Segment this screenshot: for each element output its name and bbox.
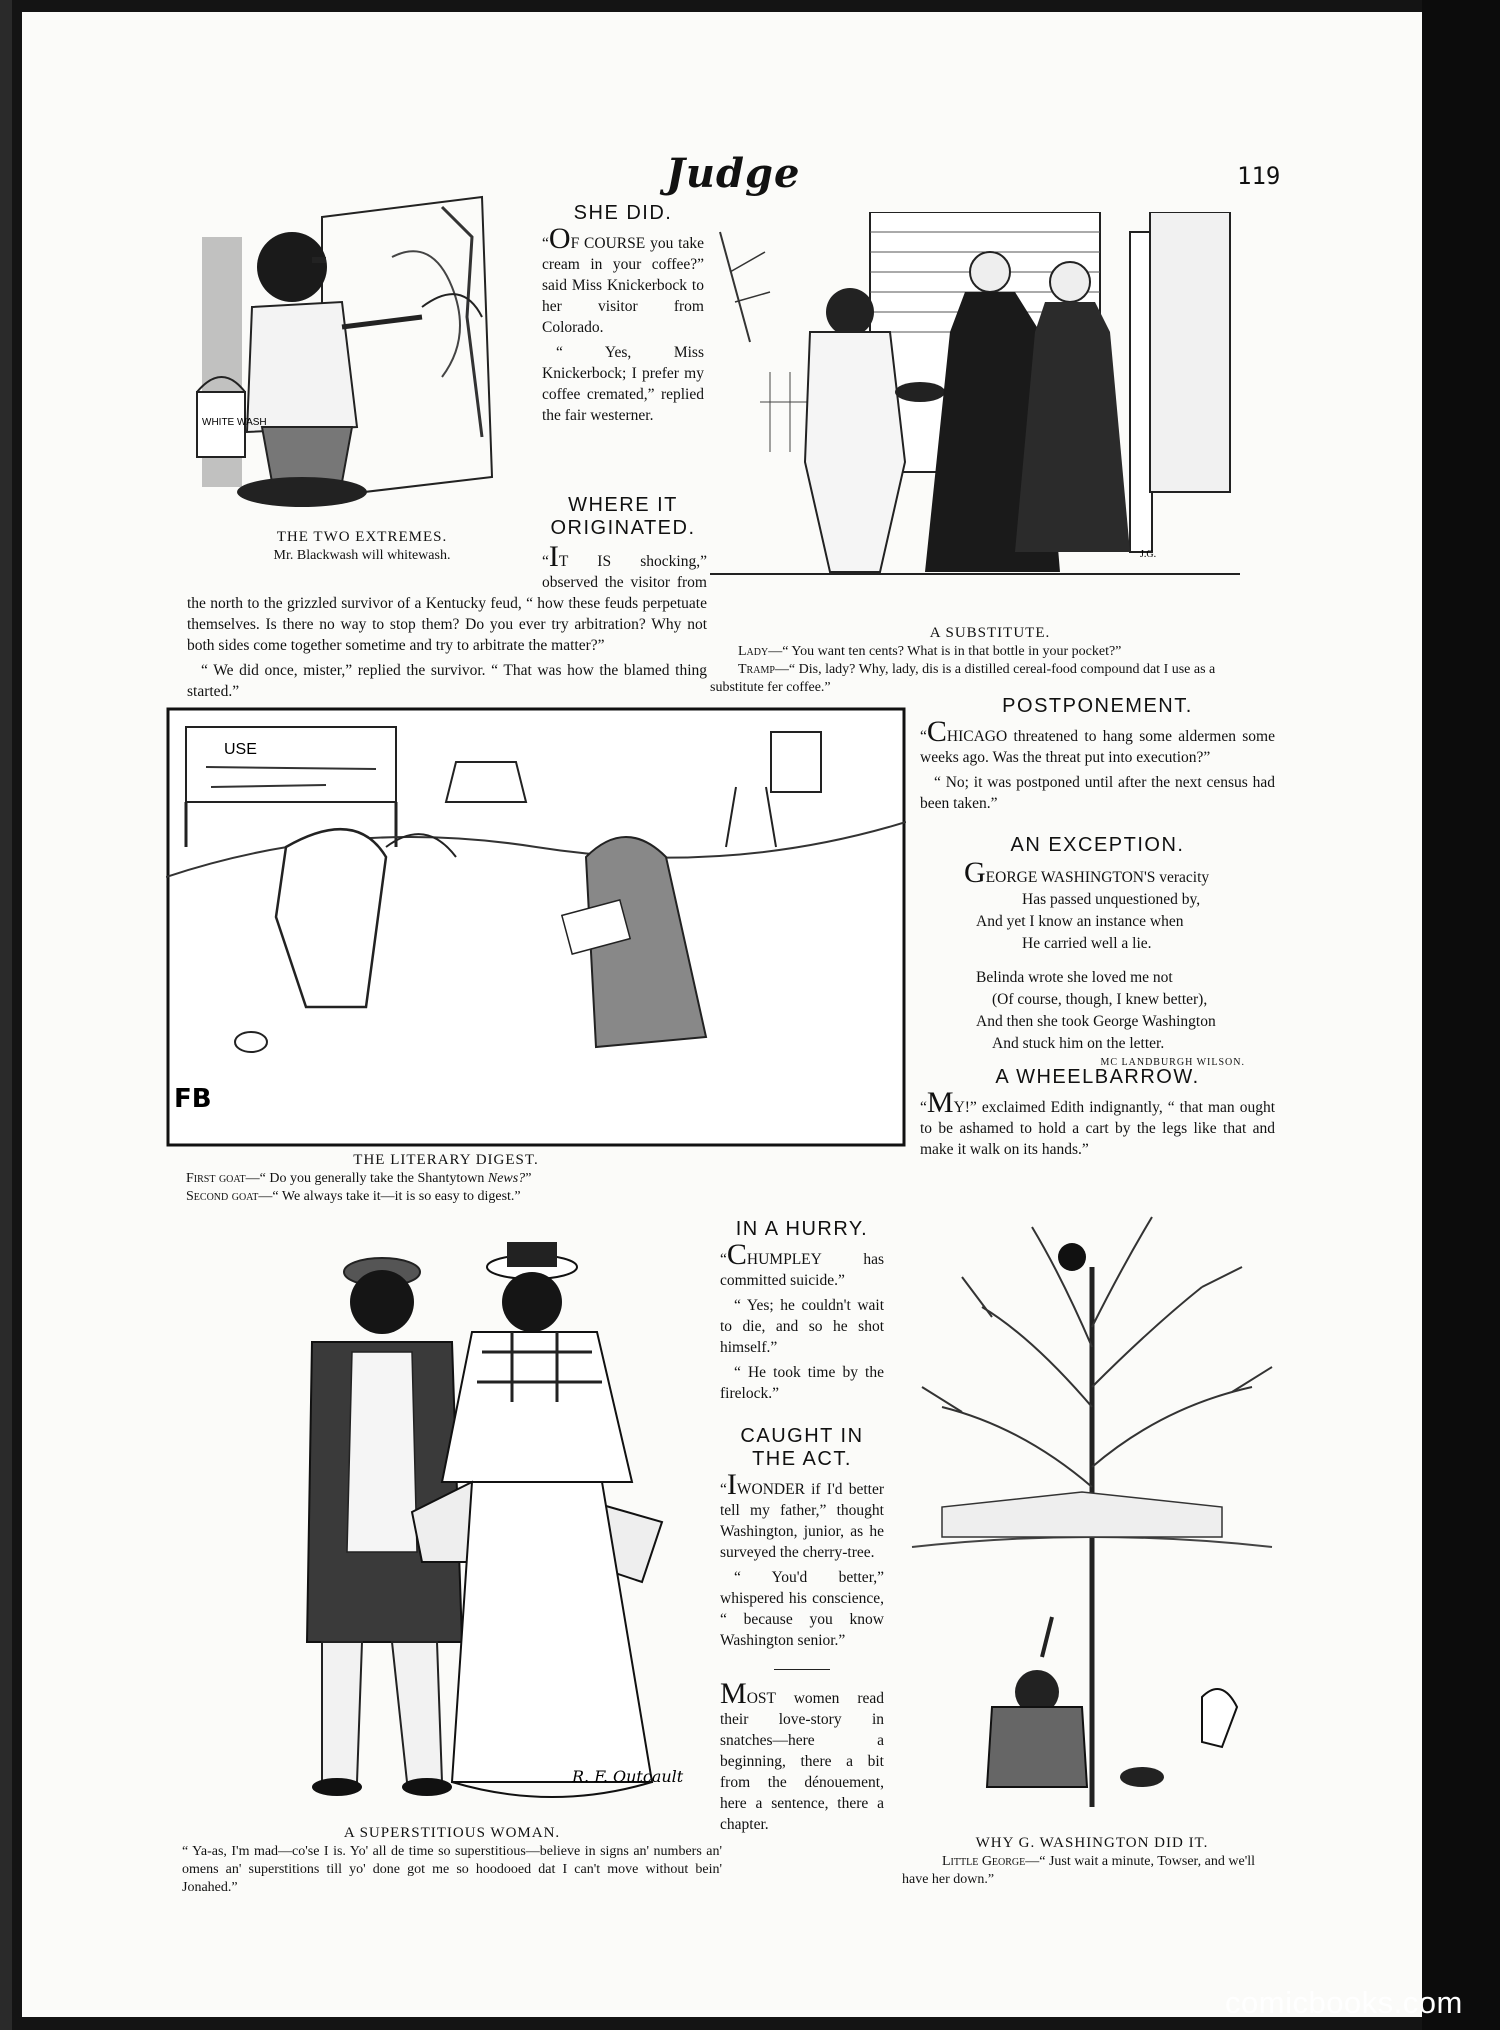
wheelbarrow-body [920,1086,1275,1160]
in-a-hurry-lead: “CHUMPLEY has committed suicide.” [720,1238,884,1289]
substitute-line-1: Lady—“ You want ten cents? What is in that bottle in your pocket?” [738,644,1122,659]
in-a-hurry-heading: IN A HURRY. [735,1218,869,1240]
postponement-drop-cap: C [926,715,947,748]
in-a-hurry-article [720,1218,884,1408]
section-divider [774,1669,830,1670]
in-a-hurry-drop-cap: C [726,1238,747,1271]
literary-digest-line-1: First goat—“ Do you generally take the Shantytown News?” [186,1171,532,1186]
exception-article [920,834,1275,1068]
most-women-drop-cap: M [720,1677,747,1710]
she-did-body [542,222,704,426]
artist-monogram: FB [174,1084,212,1114]
postponement-article [920,695,1275,818]
she-did-lead: “OF COURSE you take cream in your coffee?” said Miss Knickerbock to her visitor from Colorado. [542,222,704,336]
most-women-body [720,1677,884,1835]
where-originated-drop-cap: I [548,540,559,573]
postponement-heading: POSTPONEMENT. [1002,695,1193,717]
literary-digest-caption-block [166,1151,726,1206]
where-originated-lead: “IT IS shocking,” observed the visitor from the north to the grizzled survivor of a Kentucky feud, “ how these feuds perpetuate themselves. Is there no way to stop them? Do you ever try arbitration? Why not both sides come together sometime and try to arbitrate the matter?” [187,540,707,654]
poem-line-1: GEORGE WASHINGTON'S veracity [964,856,1210,889]
two-extremes-caption: Mr. Blackwash will whitewash. [273,548,451,563]
washington-caption-block [902,1834,1282,1889]
poem-line-3: And yet I know an instance when [976,913,1184,930]
page-number: 119 [1237,162,1281,190]
bucket-label: WHITE WASH [202,417,267,428]
poem-line-4: He carried well a lie. [1022,935,1152,952]
in-a-hurry-paragraph-3: “ He took time by the firelock.” [720,1364,884,1402]
poem-line-6: (Of course, though, I knew better), [992,991,1208,1008]
where-originated-body [187,540,707,706]
most-women-paragraph: MOST women read their love-story in snatches—here a beginning, there a bit from the dénouement, here a sentence, there a chapter. [720,1677,884,1833]
washington-caption: Little George—“ Just wait a minute, Towser, and we'll have her down.” [902,1854,1256,1887]
postponement-paragraph-2: “ No; it was postponed until after the next census had been taken.” [920,774,1275,812]
caught-lead: “IWONDER if I'd better tell my father,” thought Washington, junior, as he surveyed the cherry-tree. [720,1468,884,1561]
caught-heading-2: THE ACT. [752,1448,852,1470]
caught-heading-1: CAUGHT IN [740,1425,864,1447]
literary-digest-illustration [166,707,906,1147]
wheelbarrow-heading: A WHEELBARROW. [995,1066,1200,1088]
literary-digest-line-2: Second goat—“ We always take it—it is so easy to digest.” [186,1189,521,1204]
postponement-lead: “CHICAGO threatened to hang some aldermen some weeks ago. Was the threat put into execution?” [920,715,1275,766]
she-did-drop-cap: O [548,222,571,255]
where-originated-heading-block [542,494,704,540]
substitute-title: A SUBSTITUTE. [929,625,1051,641]
superstitious-caption-block [182,1824,722,1897]
she-did-heading: SHE DID. [573,202,673,224]
where-originated-paragraph-2: “ We did once, mister,” replied the survivor. “ That was how the blamed thing started.” [187,662,707,700]
two-extremes-illustration [192,177,552,527]
she-did-paragraph-2: “ Yes, Miss Knickerbock; I prefer my coffee cremated,” replied the fair westerner. [542,344,704,424]
poem-line-5: Belinda wrote she loved me not [976,969,1173,986]
site-watermark: comicbooks.com [1225,1985,1463,2020]
scan-border [1422,0,1500,2030]
exception-poem [920,856,1275,1055]
magazine-page [22,12,1422,2017]
superstitious-title: A SUPERSTITIOUS WOMAN. [343,1825,561,1841]
poem-line-8: And stuck him on the letter. [992,1035,1165,1052]
exception-author: MC LANDBURGH WILSON. [1100,1057,1245,1068]
washington-title: WHY G. WASHINGTON DID IT. [975,1835,1209,1851]
literary-digest-title: THE LITERARY DIGEST. [353,1152,539,1168]
exception-heading: AN EXCEPTION. [1010,834,1185,856]
wheelbarrow-lead: “MY!” exclaimed Edith indignantly, “ that man ought to be ashamed to hold a cart by the legs like that and make it walk on its hands.” [920,1086,1275,1158]
she-did-article [542,202,704,430]
exception-drop-cap: G [964,856,986,889]
wheelbarrow-drop-cap: M [926,1086,954,1119]
poem-line-2: Has passed unquestioned by, [1022,891,1201,908]
substitute-illustration [710,212,1240,612]
wheelbarrow-article [920,1066,1275,1164]
two-extremes-title: THE TWO EXTREMES. [276,529,448,545]
where-originated-heading-1: WHERE IT [568,494,678,516]
substitute-signature: J.G. [1140,549,1157,560]
poem-line-7: And then she took George Washington [976,1013,1216,1030]
where-originated-heading-2: ORIGINATED. [550,517,696,539]
outcault-signature: R. F. Outcault [572,1767,684,1786]
superstitious-caption: “ Ya-as, I'm mad—co'se I is. Yo' all de time so superstitious—believe in signs an' numbers an' omens an' superstitions till yo' done got me so hoodooed dat I can't move without bein' Jonahed.” [182,1844,722,1895]
caught-body [720,1468,884,1651]
postponement-body [920,715,1275,814]
binding-spine [0,0,12,2030]
caught-paragraph-2: “ You'd better,” whispered his conscience, “ because you know Washington senior.” [720,1569,884,1649]
substitute-line-2: Tramp—“ Dis, lady? Why, lady, dis is a distilled cereal-food compound dat I use as a substitute fer coffee.” [710,662,1216,695]
substitute-caption-block [710,624,1270,697]
masthead-logo: Judge [666,150,801,197]
billboard-text: USE [224,741,257,758]
superstitious-woman-illustration [212,1222,732,1812]
in-a-hurry-paragraph-2: “ Yes; he couldn't wait to die, and so he shot himself.” [720,1297,884,1356]
in-a-hurry-body [720,1238,884,1404]
caught-drop-cap: I [726,1468,737,1501]
caught-in-act-article [720,1425,884,1839]
washington-illustration [902,1187,1282,1817]
